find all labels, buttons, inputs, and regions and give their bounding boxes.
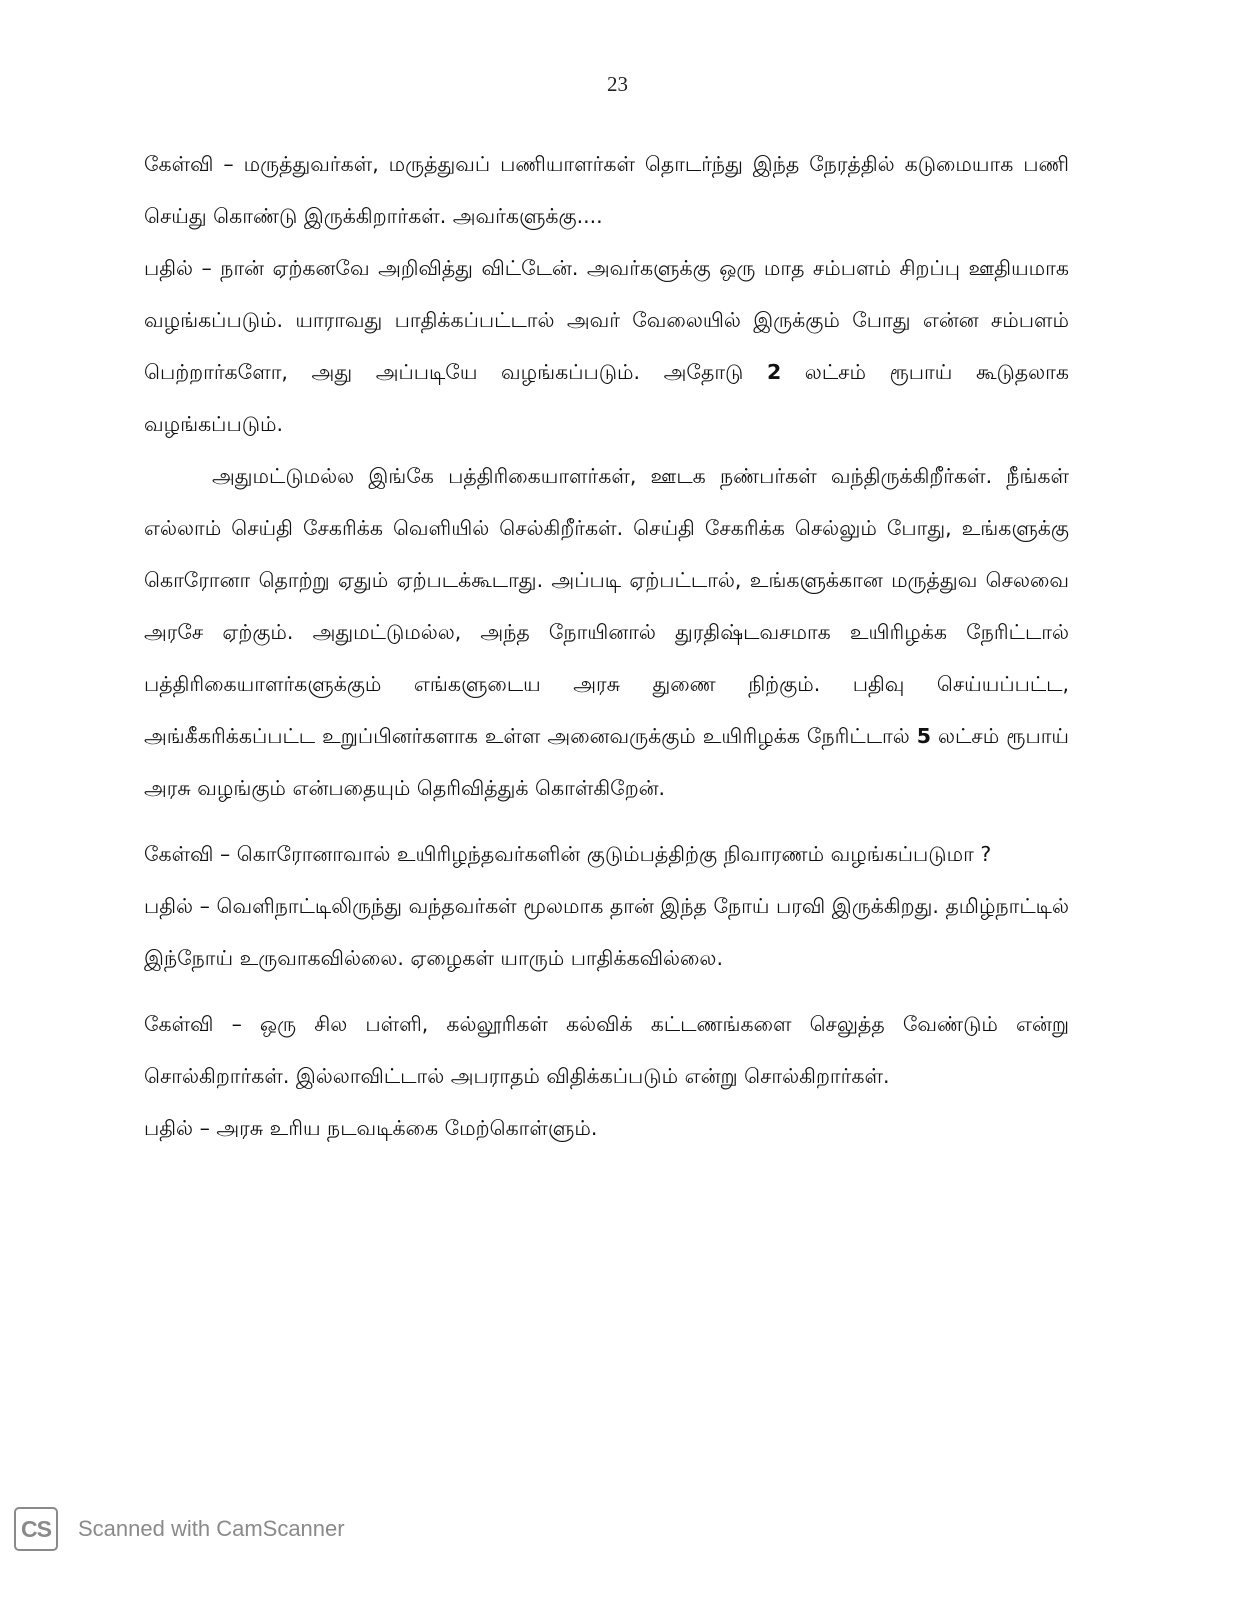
answer-foreign-spread-paragraph: பதில் – வெளிநாட்டிலிருந்து வந்தவர்கள் மூலமாக தான் இந்த நோய் பரவி இருக்கிறது. தமிழ்நாட்டில் இந்நோய் உருவாகவில்லை. ஏழைகள் யாரும் பாதிக்கவில்லை.: [144, 894, 1069, 970]
amount-figure: 2: [766, 360, 782, 384]
answer-salary-paragraph: பதில் – நான் ஏற்கனவே அறிவித்து விட்டேன். அவர்களுக்கு ஒரு மாத சம்பளம் சிறப்பு ஊதியமாக வழங்கப்படும். யாராவது பாதிக்கப்பட்டால் அவர் வேலையில் இருக்கும் போது என்ன சம்பளம் பெற்றார்களோ, அது அப்படியே வழங்கப்படும். அதோடு 2 லட்சம் ரூபாய் கூடுதலாக வழங்கப்படும்.: [144, 256, 1069, 436]
document-body: [144, 138, 1069, 1154]
camscanner-logo-icon: CS: [14, 1507, 58, 1551]
question-doctors-paragraph: கேள்வி – மருத்துவர்கள், மருத்துவப் பணியாளர்கள் தொடர்ந்து இந்த நேரத்தில் கடுமையாக பணி செய்து கொண்டு இருக்கிறார்கள். அவர்களுக்கு....: [144, 152, 1069, 228]
journalists-paragraph: அதுமட்டுமல்ல இங்கே பத்திரிகையாளர்கள், ஊடக நண்பர்கள் வந்திருக்கிறீர்கள். நீங்கள் எல்லாம் செய்தி சேகரிக்க வெளியில் செல்கிறீர்கள். செய்தி சேகரிக்க செல்லும் போது, உங்களுக்கு கொரோனா தொற்று ஏதும் ஏற்படக்கூடாது. அப்படி ஏற்பட்டால், உங்களுக்கான மருத்துவ செலவை அரசே ஏற்கும். அதுமட்டுமல்ல, அந்த நோயினால் துரதிஷ்டவசமாக உயிரிழக்க நேரிட்டால் பத்திரிகையாளர்களுக்கும் எங்களுடைய அரசு துணை நிற்கும். பதிவு செய்யப்பட்ட, அங்கீகரிக்கப்பட்ட உறுப்பினர்களாக உள்ள அனைவருக்கும் உயிரிழக்க நேரிட்டால் 5 லட்சம் ரூபாய் அரசு வழங்கும் என்பதையும் தெரிவித்துக் கொள்கிறேன்.: [144, 464, 1069, 800]
question-relief-paragraph: கேள்வி – கொரோனாவால் உயிரிழந்தவர்களின் குடும்பத்திற்கு நிவாரணம் வழங்கப்படுமா ?: [144, 842, 992, 866]
watermark-text: Scanned with CamScanner: [78, 1516, 345, 1541]
amount-figure: 5: [916, 724, 932, 748]
question-school-fees-paragraph: கேள்வி – ஒரு சில பள்ளி, கல்லூரிகள் கல்விக் கட்டணங்களை செலுத்த வேண்டும் என்று சொல்கிறார்கள். இல்லாவிட்டால் அபராதம் விதிக்கப்படும் என்று சொல்கிறார்கள்.: [144, 1012, 1069, 1088]
page-number: 23: [607, 72, 628, 96]
answer-action-paragraph: பதில் – அரசு உரிய நடவடிக்கை மேற்கொள்ளும்.: [144, 1116, 598, 1140]
camscanner-watermark: [14, 1507, 345, 1551]
